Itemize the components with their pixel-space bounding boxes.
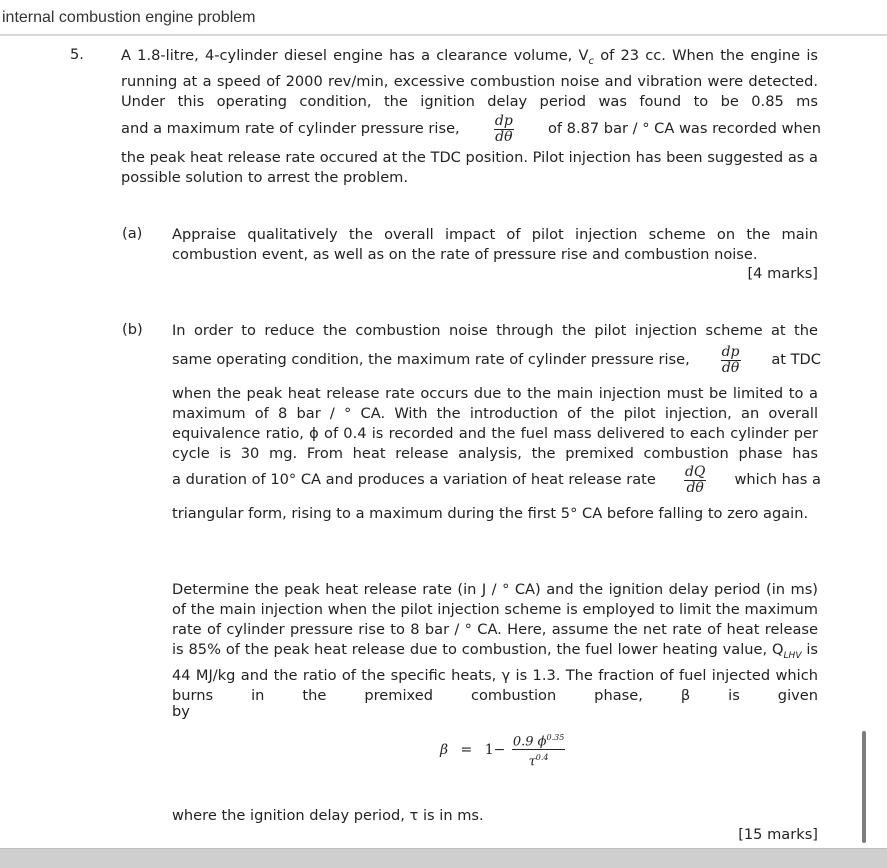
dq-dtheta-fraction: $\frac{dQ}{d\theta}$	[684, 463, 706, 496]
part-a-label: (a)	[122, 225, 143, 242]
part-b-block: when the peak heat release rate occurs due to the main injection must be limited to a maximum of 8 bar / ° CA. With the introduction of the pilot injection, an overall equivalence ratio, ϕ of 0.4 is recorded and the fuel mass delivered to each cylinder per cycle is 30 mg. From heat release analysis, the premixed combustion phase has	[172, 385, 818, 462]
part-b-determine-text: Determine the peak heat release rate (in J / ° CA) and the ignition delay period (in ms) of the main injection when the pilot injection scheme is employed to limit the maximum rate of cylinder pressure rise to 8 bar / ° CA. Here, assume the net rate of heat release is 85% of the peak heat release due to combustion, the fuel lower heating value, $Q_{LHV}$ is 44 MJ/kg and the ratio of the specific heats, γ is 1.3. The fraction of fuel injected which burns in the premixed combustion phase, β is given	[172, 581, 819, 704]
dp-dtheta-fraction: $\frac{dp}{d\theta}$	[494, 112, 513, 145]
question-stem-tail: the peak heat release rate occured at the TDC position. Pilot injection has been suggested as a possible solution to arrest the problem.	[121, 149, 818, 186]
part-b-heat-release-line: a duration of 10° CA and produces a variation of heat release rate $\frac{dQ}{d\theta}$ which has a	[172, 463, 821, 496]
part-b-tail: triangular form, rising to a maximum during the first 5° CA before falling to zero again.	[172, 505, 809, 522]
page-title: internal combustion engine problem	[2, 9, 256, 26]
part-a-text: Appraise qualitatively the overall impact of pilot injection scheme on the main combustion event, as well as on the rate of pressure rise and combustion noise.	[172, 226, 818, 263]
part-b-pressure-line: same operating condition, the maximum rate of cylinder pressure rise, $\frac{dp}{d\theta}$ at TDC	[172, 343, 821, 376]
part-b-marks: [15 marks]	[738, 826, 818, 843]
beta-fraction: $\frac{0.9 \phi^{0.35}}{\tau^{0.4}}$	[512, 730, 565, 770]
question-number: 5.	[70, 46, 84, 63]
question-stem: A 1.8-litre, 4-cylinder diesel engine has a clearance volume, $V_c$ of 23 cc. When the engine is running at a speed of 2000 rev/min, excessive combustion noise and vibration were detected. Under this operating condition, the ignition delay period was found to be 0.85 ms	[121, 47, 818, 110]
part-a-marks: [4 marks]	[747, 265, 818, 282]
header-divider	[0, 34, 887, 36]
part-b-label: (b)	[122, 321, 143, 338]
question-stem-pressure-line: and a maximum rate of cylinder pressure rise, $\frac{dp}{d\theta}$ of 8.87 bar / ° CA was recorded when	[121, 112, 821, 145]
beta-formula: β = 1− $\frac{0.9 \phi^{0.35}}{\tau^{0.4}}$	[440, 730, 567, 770]
part-b-where: where the ignition delay period, τ is in ms.	[172, 807, 484, 824]
scrollbar-thumb[interactable]	[862, 731, 866, 843]
dp-dtheta-fraction-b: $\frac{dp}{d\theta}$	[721, 343, 740, 376]
part-b-by: by	[172, 703, 190, 720]
bottom-toolbar	[0, 848, 887, 868]
part-b-line1: In order to reduce the combustion noise through the pilot injection scheme at the	[172, 322, 818, 339]
